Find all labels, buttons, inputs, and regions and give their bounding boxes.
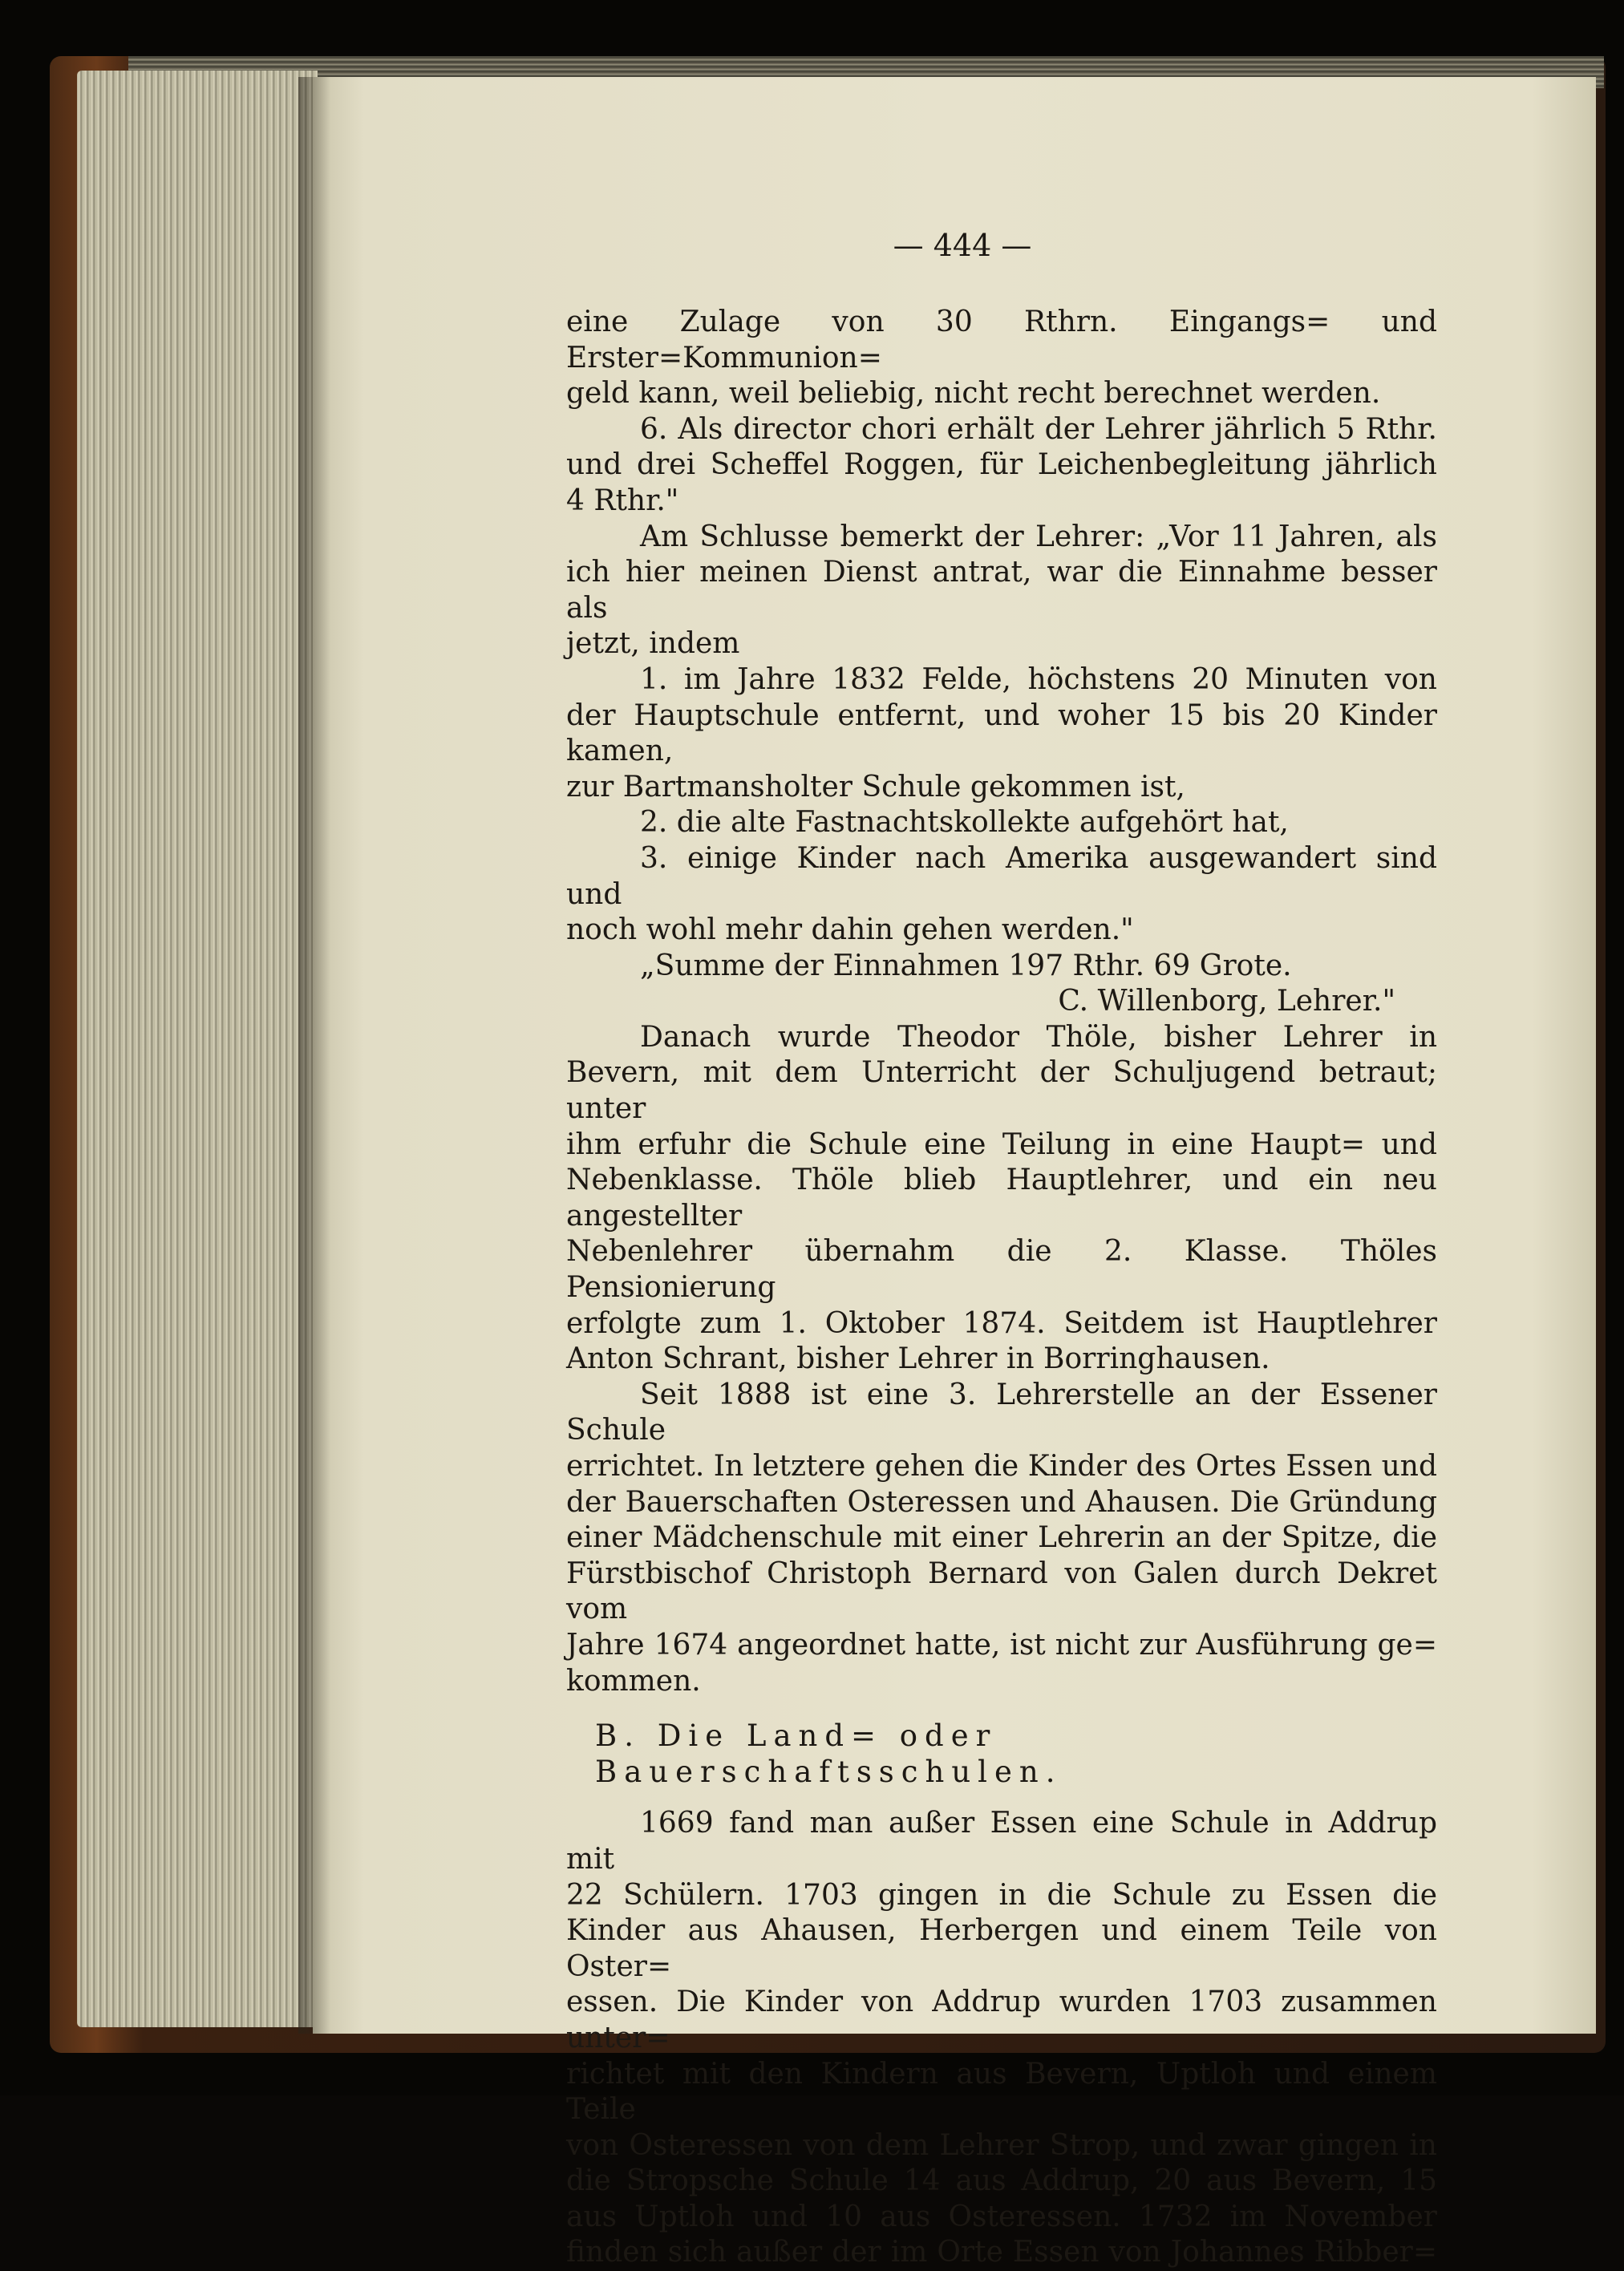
text-line: von Osteressen von dem Lehrer Strop, und zwar gingen in [566, 2128, 1437, 2162]
text-line: eine Zulage von 30 Rthrn. Eingangs= und Erster=Kommunion= [566, 306, 1437, 374]
text-line: 3. einige Kinder nach Amerika ausgewandert sind und [566, 841, 1437, 911]
text-line: ihm erfuhr die Schule eine Teilung in eine Haupt= und [566, 1127, 1437, 1161]
paragraph [566, 805, 1437, 841]
text-line: Am Schlusse bemerkt der Lehrer: „Vor 11 Jahren, als [640, 520, 1437, 553]
text-line: ich hier meinen Dienst antrat, war die Einnahme besser als [566, 556, 1437, 625]
text-line: 1669 fand man außer Essen eine Schule in Addrup mit [566, 1807, 1437, 1876]
text-line: einer Mädchenschule mit einer Lehrerin an der Spitze, die [566, 1521, 1437, 1555]
text-line: aus Uptloh und 10 aus Osteressen. 1732 im November [566, 2200, 1437, 2233]
body-text [566, 305, 1437, 2271]
text-line: der Bauerschaften Osteressen und Ahausen. Die Gründung [566, 1485, 1437, 1519]
text-line: der Hauptschule entfernt, und woher 15 bis 20 Kinder kamen, [566, 698, 1437, 768]
paragraph [566, 520, 1437, 662]
text-line: essen. Die Kinder von Addrup wurden 1703 zusammen unter= [566, 1986, 1437, 2054]
text-line: geld kann, weil beliebig, nicht recht berechnet werden. [566, 377, 1381, 411]
text-line: 4 Rthr." [566, 484, 679, 517]
text-line: finden sich außer der im Orte Essen von Johannes Ribber= [566, 2236, 1437, 2269]
section-heading: B. Die Land= oder Bauerschaftsschulen. [595, 1718, 1063, 1789]
text-line: die Stropsche Schule 14 aus Addrup, 20 aus Bevern, 15 [566, 2164, 1437, 2198]
paragraph [566, 305, 1437, 412]
text-line: C. Willenborg, Lehrer." [1058, 985, 1395, 1018]
text-line: noch wohl mehr dahin gehen werden." [566, 913, 1134, 947]
text-line: Anton Schrant, bisher Lehrer in Borringhausen. [566, 1342, 1270, 1376]
paragraph [566, 841, 1437, 949]
paragraph [566, 1378, 1437, 1699]
text-line: Seit 1888 ist eine 3. Lehrerstelle an der Essener Schule [566, 1378, 1437, 1447]
text-line: richtet mit den Kindern aus Bevern, Uptloh und einem Teile [566, 2057, 1437, 2127]
text-line: Bevern, mit dem Unterricht der Schuljugend betraut; unter [566, 1056, 1437, 1126]
text-line: errichtet. In letztere gehen die Kinder des Ortes Essen und [566, 1450, 1437, 1483]
text-line: kommen. [566, 1664, 701, 1698]
text-line: Kinder aus Ahausen, Herbergen und einem Teile von Oster= [566, 1914, 1437, 1983]
paragraph [566, 1806, 1437, 2271]
text-line: und drei Scheffel Roggen, für Leichenbegleitung jährlich [566, 448, 1437, 482]
text-line: Jahre 1674 angeordnet hatte, ist nicht zur Ausführung ge= [566, 1628, 1437, 1662]
text-line: jetzt, indem [566, 627, 740, 661]
paragraph [566, 949, 1437, 985]
text-line: Fürstbischof Christoph Bernard von Galen durch Dekret vom [566, 1557, 1437, 1626]
paragraph [566, 1020, 1437, 1378]
signature [566, 984, 1437, 1020]
text-line: Nebenlehrer übernahm die 2. Klasse. Thöles Pensionierung [566, 1235, 1437, 1305]
page-number: — 444 — [893, 228, 1032, 263]
gutter-shadow [298, 77, 330, 2034]
text-line: Danach wurde Theodor Thöle, bisher Lehrer in [640, 1020, 1437, 1054]
paragraph [566, 662, 1437, 805]
text-line: zur Bartmansholter Schule gekommen ist, [566, 770, 1185, 804]
text-line: 2. die alte Fastnachtskollekte aufgehört hat, [640, 806, 1289, 840]
paragraph [566, 412, 1437, 520]
text-line: 6. Als director chori erhält der Lehrer jährlich 5 Rthr. [640, 412, 1437, 446]
text-line: „Summe der Einnahmen 197 Rthr. 69 Grote. [640, 949, 1292, 982]
text-line: 22 Schülern. 1703 gingen in die Schule zu Essen die [566, 1878, 1437, 1912]
page-side-edges [77, 71, 318, 2027]
text-line: erfolgte zum 1. Oktober 1874. Seitdem ist Hauptlehrer [566, 1306, 1437, 1340]
text-line: Nebenklasse. Thöle blieb Hauptlehrer, und ein neu angestellter [566, 1164, 1437, 1233]
text-line: 1. im Jahre 1832 Felde, höchstens 20 Minuten von [640, 662, 1437, 696]
